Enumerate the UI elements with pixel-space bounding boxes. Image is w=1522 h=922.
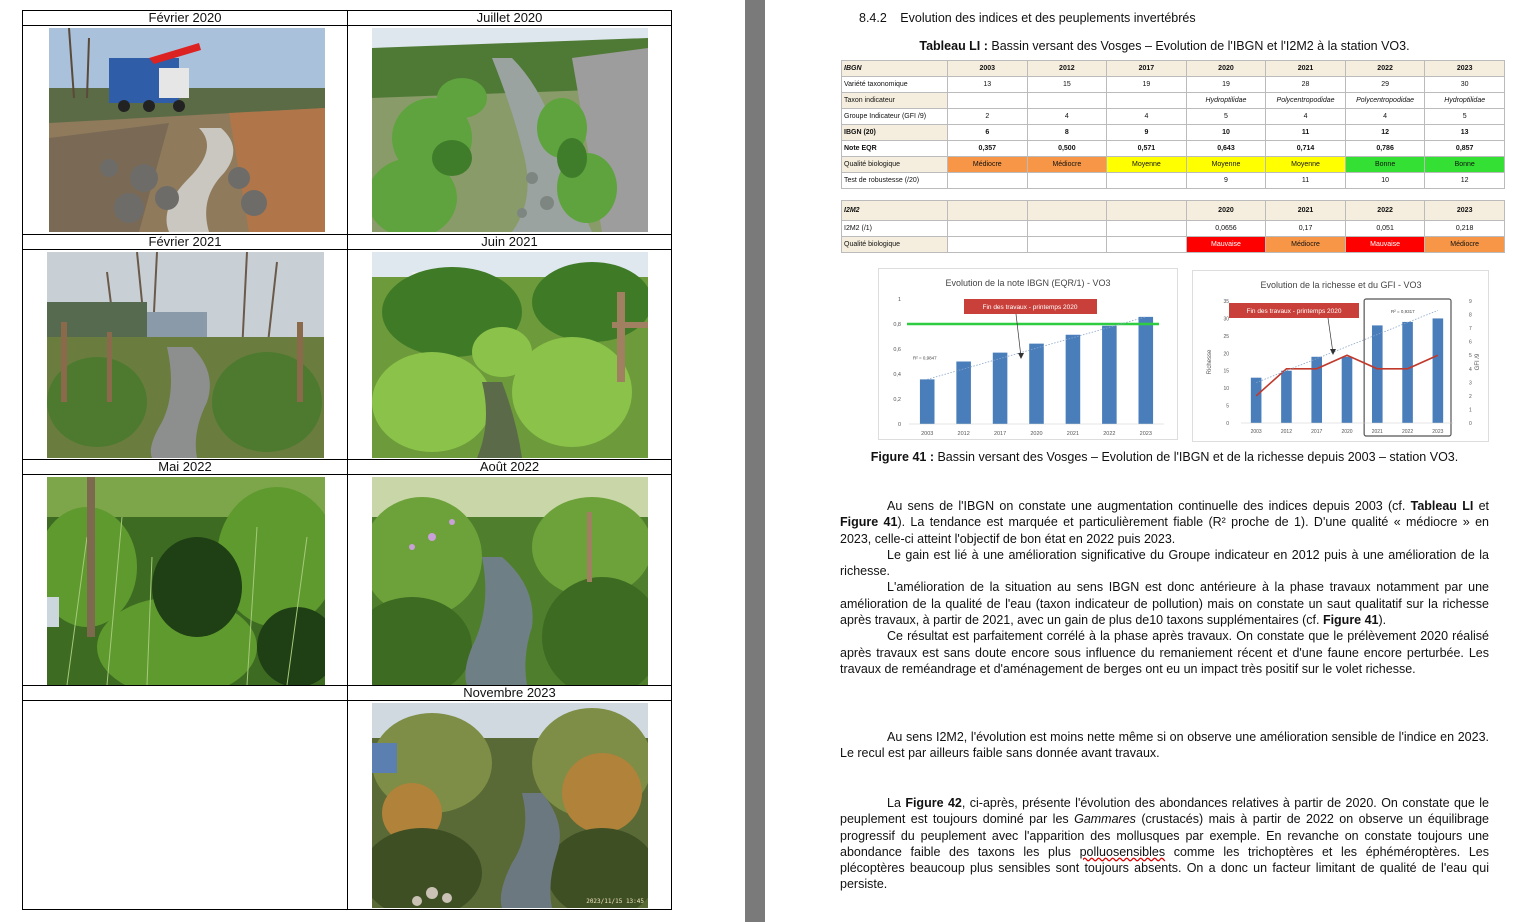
cell: 15 xyxy=(1027,77,1107,93)
x-tick-label: 2017 xyxy=(1311,429,1323,435)
text: L'amélioration de la situation au sens IBGN est donc antérieure à la phase travaux notamment par une amélioration de la qualité de l'eau (taxon indicateur de pollution) mais on constate un saut qualitatif sur la richesse après travaux, à partir de 2021, avec un gain de plus de10 taxons supplémentaires (cf. xyxy=(840,580,1489,628)
cell: 30 xyxy=(1425,77,1505,93)
bar xyxy=(1433,318,1444,423)
photo-label: Juin 2021 xyxy=(348,235,672,250)
cell: 4 xyxy=(1345,109,1425,125)
cell: 5 xyxy=(1186,109,1266,125)
photo-label: Novembre 2023 xyxy=(348,686,672,701)
cell xyxy=(1027,93,1107,109)
x-tick-label: 2022 xyxy=(1402,429,1414,435)
table-row xyxy=(842,141,1505,157)
cell: 8 xyxy=(1027,125,1107,141)
year-header: 2023 xyxy=(1425,201,1505,221)
x-tick-label: 2023 xyxy=(1432,429,1444,435)
cell: 2 xyxy=(948,109,1028,125)
photo-jul-2020 xyxy=(372,28,648,232)
cell: Hydroptilidae xyxy=(1186,93,1266,109)
chart-title: Evolution de la richesse et du GFI - VO3 xyxy=(1260,280,1422,290)
photo-feb-2021 xyxy=(47,252,324,458)
x-tick-label: 2003 xyxy=(1250,429,1262,435)
y2-tick-label: 3 xyxy=(1469,380,1472,387)
table-header-label: I2M2 xyxy=(842,201,948,221)
photo-cell xyxy=(23,26,348,235)
y-tick-label: 35 xyxy=(1223,299,1229,305)
quality-cell: Mauvaise xyxy=(1186,237,1266,253)
year-header xyxy=(1107,201,1187,221)
text: et xyxy=(1473,499,1490,513)
left-page xyxy=(0,0,745,922)
cell xyxy=(948,173,1028,189)
year-header: 2022 xyxy=(1345,61,1425,77)
bar xyxy=(1281,371,1292,423)
cell: 10 xyxy=(1345,173,1425,189)
row-label: Variété taxonomique xyxy=(842,77,948,93)
y2-tick-label: 9 xyxy=(1469,299,1472,305)
x-tick-label: 2017 xyxy=(993,431,1007,437)
table-header-row xyxy=(842,201,1505,221)
text: (crustacés) mais à partir de 2022 on observe un équilibrage progressif du peuplement avec l'apparition des mollusques par exemple. En revanche on constate toujours une abondance faible des taxons les plus xyxy=(840,812,1489,859)
row-label: Qualité biologique xyxy=(842,157,948,173)
photo-feb-2020 xyxy=(49,28,325,232)
photo-grid xyxy=(22,10,672,910)
cell: Polycentropodidae xyxy=(1345,93,1425,109)
x-tick-label: 2020 xyxy=(1030,431,1043,437)
annotation-text: Fin des travaux - printemps 2020 xyxy=(982,304,1078,311)
cell: 9 xyxy=(1186,173,1266,189)
photo-label: Février 2021 xyxy=(23,235,348,250)
paragraph: Le gain est lié à une amélioration significative du Groupe indicateur en 2012 puis à une amélioration de la richesse. xyxy=(840,547,1489,579)
paragraph xyxy=(840,579,1489,628)
quality-cell: Moyenne xyxy=(1107,157,1187,173)
year-header xyxy=(1027,201,1107,221)
r2-label: R² = 0,9317 xyxy=(1391,309,1415,314)
cell xyxy=(1107,173,1187,189)
photo-jun-2021 xyxy=(372,252,648,458)
cell xyxy=(1107,221,1187,237)
row-label: Qualité biologique xyxy=(842,237,948,253)
bar xyxy=(1139,317,1154,424)
y2-tick-label: 1 xyxy=(1469,407,1472,414)
cell: 4 xyxy=(1266,109,1346,125)
paragraph xyxy=(840,498,1489,547)
table-row xyxy=(842,125,1505,141)
table-row xyxy=(842,93,1505,109)
table-row xyxy=(842,173,1505,189)
cell: 0,218 xyxy=(1425,221,1505,237)
year-header: 2023 xyxy=(1425,61,1505,77)
text: ). xyxy=(1378,613,1387,628)
text: ). La tendance est marquée et particulièrement fiable (R² proche de 1). D'une qualité « médiocre » en 2023, celle-ci atteint l'objectif de bon état en 2022 puis 2023. xyxy=(840,515,1489,546)
y-tick-label: 10 xyxy=(1223,386,1229,393)
bar xyxy=(1102,326,1117,424)
empty-photo-cell xyxy=(23,701,348,910)
y-tick-label: 20 xyxy=(1223,351,1229,358)
cell: 9 xyxy=(1107,125,1187,141)
cell: 19 xyxy=(1107,77,1187,93)
bar xyxy=(993,353,1008,424)
body-text-block-1 xyxy=(840,498,1489,677)
chart-title: Evolution de la note IBGN (EQR/1) - VO3 xyxy=(945,278,1111,288)
photo-label: Février 2020 xyxy=(23,11,348,26)
y2-tick-label: 4 xyxy=(1469,366,1472,373)
quality-cell: Moyenne xyxy=(1266,157,1346,173)
annotation-arrow xyxy=(1016,314,1021,357)
r2-label: R² = 0,9847 xyxy=(913,355,937,361)
cell xyxy=(948,221,1028,237)
y-tick-label: 15 xyxy=(1223,368,1229,375)
text: La xyxy=(887,796,906,810)
cell: 28 xyxy=(1266,77,1346,93)
cell xyxy=(948,237,1028,253)
year-header: 2012 xyxy=(1027,61,1107,77)
photo-cell xyxy=(23,475,348,686)
y2-tick-label: 8 xyxy=(1469,312,1472,319)
figure-caption-text: Bassin versant des Vosges – Evolution de l'IBGN et de la richesse depuis 2003 – station VO3. xyxy=(934,450,1459,464)
y-tick-label: 0,8 xyxy=(893,322,901,328)
cell: 6 xyxy=(948,125,1028,141)
y-tick-label: 0 xyxy=(897,422,901,428)
photo-cell xyxy=(348,701,672,910)
ref: Tableau LI xyxy=(1410,499,1474,513)
cell: 13 xyxy=(1425,125,1505,141)
bar xyxy=(1372,325,1383,423)
spellcheck-word: polluosensibles xyxy=(1079,844,1166,859)
photo-timestamp: 2023/11/15 13:45 xyxy=(586,898,644,905)
text: Au sens de l'IBGN on constate une augmentation continuelle des indices depuis 2003 (cf. xyxy=(887,499,1406,513)
y-tick-label: 0,2 xyxy=(893,397,901,403)
y-axis-label: Richesse xyxy=(1207,349,1213,375)
cell xyxy=(1027,221,1107,237)
ibgn-chart-svg xyxy=(879,269,1177,439)
y2-tick-label: 2 xyxy=(1469,393,1472,400)
cell: 0,0656 xyxy=(1186,221,1266,237)
y-tick-label: 0,6 xyxy=(893,347,901,353)
bar xyxy=(956,362,971,425)
photo-cell xyxy=(348,475,672,686)
bar xyxy=(1402,322,1413,423)
row-label: Test de robustesse (/20) xyxy=(842,173,948,189)
cell: 0,571 xyxy=(1107,141,1187,157)
table-caption-prefix: Tableau LI : xyxy=(919,39,988,53)
quality-cell: Moyenne xyxy=(1186,157,1266,173)
bar xyxy=(1342,357,1353,423)
quality-cell: Médiocre xyxy=(1425,237,1505,253)
quality-cell: Bonne xyxy=(1345,157,1425,173)
richness-chart xyxy=(1192,270,1489,442)
cell: 0,786 xyxy=(1345,141,1425,157)
ibgn-table xyxy=(841,60,1505,189)
y2-axis-label: GFI /9 xyxy=(1475,353,1481,371)
cell: 0,17 xyxy=(1266,221,1346,237)
y2-tick-label: 0 xyxy=(1469,421,1472,427)
bar xyxy=(920,379,935,424)
bar xyxy=(1029,344,1044,424)
annotation-text: Fin des travaux - printemps 2020 xyxy=(1246,308,1342,315)
ref: Figure 42 xyxy=(905,796,962,810)
paragraph: Au sens I2M2, l'évolution est moins nette même si on observe une amélioration sensible de l'indice en 2023. Le recul est par ailleurs faible sans donnée avant travaux. xyxy=(840,730,1489,761)
cell: 11 xyxy=(1266,173,1346,189)
ref: Figure 41 xyxy=(840,515,898,530)
year-header: 2020 xyxy=(1186,201,1266,221)
cell xyxy=(1107,237,1187,253)
cell: 0,357 xyxy=(948,141,1028,157)
cell: Hydroptilidae xyxy=(1425,93,1505,109)
y-tick-label: 30 xyxy=(1223,316,1229,323)
table-row xyxy=(842,237,1505,253)
y2-tick-label: 6 xyxy=(1469,339,1472,346)
cell: 0,051 xyxy=(1345,221,1425,237)
year-header xyxy=(948,201,1028,221)
photo-nov-2023-image xyxy=(372,703,648,908)
quality-cell: Médiocre xyxy=(1266,237,1346,253)
quality-cell: Mauvaise xyxy=(1345,237,1425,253)
ibgn-chart xyxy=(878,268,1178,440)
annotation-arrow xyxy=(1328,318,1333,353)
cell: 0,857 xyxy=(1425,141,1505,157)
x-tick-label: 2020 xyxy=(1341,429,1353,435)
quality-cell: Bonne xyxy=(1425,157,1505,173)
year-header: 2020 xyxy=(1186,61,1266,77)
text: comme les trichoptères et les éphéméroptères. Les plécoptères beaucoup plus sensibles sont toujours absents. On a donc un facteur limitant de qualité de l'eau qui persiste. xyxy=(840,844,1489,892)
year-header: 2003 xyxy=(948,61,1028,77)
year-header: 2017 xyxy=(1107,61,1187,77)
photo-label: Juillet 2020 xyxy=(348,11,672,26)
cell: 0,643 xyxy=(1186,141,1266,157)
table-header-label: IBGN xyxy=(842,61,948,77)
table-row xyxy=(842,109,1505,125)
cell: 0,714 xyxy=(1266,141,1346,157)
i2m2-table xyxy=(841,200,1505,253)
y-tick-label: 1 xyxy=(897,297,901,303)
annotation-arrowhead xyxy=(1018,353,1024,359)
bar xyxy=(1251,378,1262,423)
photo-label: Août 2022 xyxy=(348,460,672,475)
y-tick-label: 5 xyxy=(1226,403,1229,410)
row-label: Groupe Indicateur (GFI /9) xyxy=(842,109,948,125)
table-caption xyxy=(840,39,1489,53)
cell: 4 xyxy=(1107,109,1187,125)
cell: 10 xyxy=(1186,125,1266,141)
year-header: 2021 xyxy=(1266,201,1346,221)
y-tick-label: 25 xyxy=(1223,333,1229,340)
section-number: 8.4.2 xyxy=(859,11,887,25)
section-heading xyxy=(859,11,1206,25)
x-tick-label: 2022 xyxy=(1103,431,1116,437)
cell: 13 xyxy=(948,77,1028,93)
photo-label: Mai 2022 xyxy=(23,460,348,475)
figure-caption xyxy=(840,449,1489,465)
cell: 5 xyxy=(1425,109,1505,125)
table-row xyxy=(842,77,1505,93)
table-header-row xyxy=(842,61,1505,77)
y2-tick-label: 5 xyxy=(1469,353,1472,360)
text: , ci-après, présente l'évolution des abondances relatives à partir de 2020. On constate que le peuplement est toujours dominé par les xyxy=(840,796,1489,827)
section-title: Evolution des indices et des peuplements invertébrés xyxy=(900,11,1196,25)
page-gutter xyxy=(745,0,765,922)
y-tick-label: 0,4 xyxy=(893,372,901,378)
year-header: 2021 xyxy=(1266,61,1346,77)
x-tick-label: 2021 xyxy=(1066,431,1080,437)
ref: Figure 41 xyxy=(1322,613,1379,628)
paragraph xyxy=(840,795,1489,893)
body-text-block-2 xyxy=(840,729,1489,762)
cell: 19 xyxy=(1186,77,1266,93)
body-text-block-3 xyxy=(840,795,1489,893)
x-tick-label: 2023 xyxy=(1139,431,1152,437)
photo-cell xyxy=(23,250,348,460)
quality-cell: Médiocre xyxy=(948,157,1028,173)
cell: 29 xyxy=(1345,77,1425,93)
richness-chart-svg xyxy=(1193,271,1488,441)
row-label: Taxon indicateur xyxy=(842,93,948,109)
bar xyxy=(1066,335,1081,424)
table-row xyxy=(842,221,1505,237)
cell: 0,500 xyxy=(1027,141,1107,157)
cell xyxy=(1107,93,1187,109)
y2-tick-label: 7 xyxy=(1469,326,1472,333)
right-page xyxy=(765,0,1522,922)
x-tick-label: 2012 xyxy=(1280,429,1292,435)
figure-caption-prefix: Figure 41 : xyxy=(870,450,934,464)
quality-cell: Médiocre xyxy=(1027,157,1107,173)
photo-nov-2023 xyxy=(372,703,648,908)
cell: 4 xyxy=(1027,109,1107,125)
annotation-arrowhead xyxy=(1330,349,1336,355)
cell: 11 xyxy=(1266,125,1346,141)
photo-aug-2022 xyxy=(372,477,648,685)
table-caption-text: Bassin versant des Vosges – Evolution de l'IBGN et l'I2M2 à la station VO3. xyxy=(987,39,1410,53)
photo-cell xyxy=(348,26,672,235)
row-label: I2M2 (/1) xyxy=(842,221,948,237)
x-tick-label: 2012 xyxy=(957,431,970,437)
photo-cell xyxy=(348,250,672,460)
x-tick-label: 2003 xyxy=(921,431,934,437)
cell: Polycentropodidae xyxy=(1266,93,1346,109)
cell xyxy=(948,93,1028,109)
cell xyxy=(1027,237,1107,253)
row-label: Note EQR xyxy=(842,141,948,157)
cell: 12 xyxy=(1345,125,1425,141)
row-label: IBGN (20) xyxy=(842,125,948,141)
photo-may-2022 xyxy=(47,477,325,685)
table-row xyxy=(842,157,1505,173)
y-tick-label: 0 xyxy=(1226,421,1229,427)
x-tick-label: 2021 xyxy=(1371,429,1383,435)
text: Gammares xyxy=(1074,812,1136,827)
paragraph: Ce résultat est parfaitement corrélé à la phase après travaux. On constate que le prélèvement 2020 réalisé après travaux est sans doute encore sous influence du remaniement récent et d'une faune encore perturbée. Les travaux de reméandrage et d'aménagement de berges ont eu un impact très positif sur le volet richesse. xyxy=(840,629,1489,676)
empty-label-cell xyxy=(23,686,348,701)
cell: 12 xyxy=(1425,173,1505,189)
cell xyxy=(1027,173,1107,189)
year-header: 2022 xyxy=(1345,201,1425,221)
